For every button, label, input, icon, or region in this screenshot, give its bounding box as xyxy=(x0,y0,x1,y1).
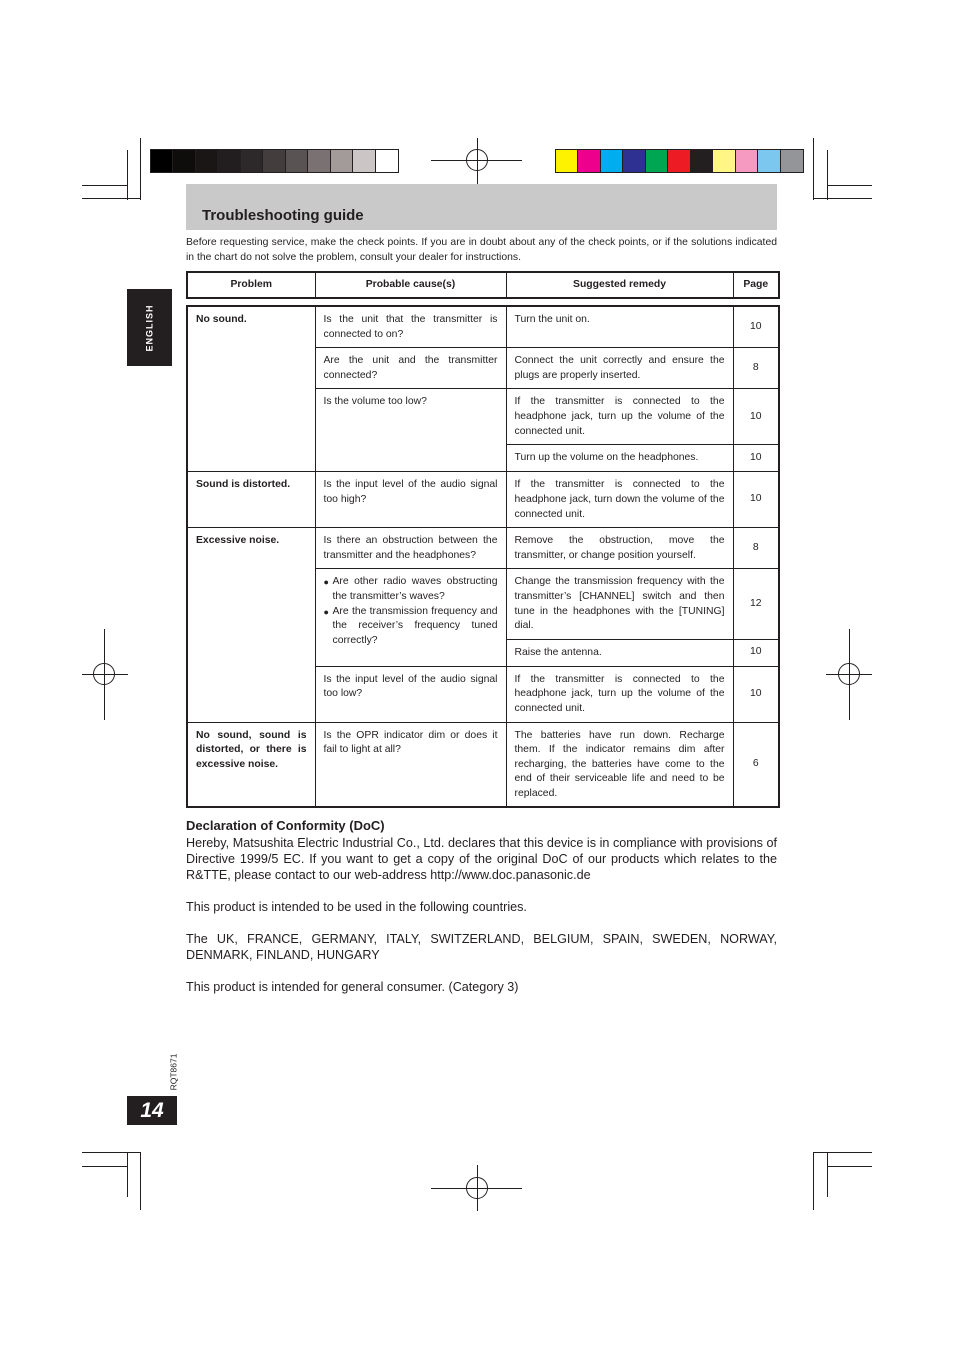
remedy-cell: Raise the antenna. xyxy=(506,639,733,666)
cause-cell: Is the unit that the transmitter is connected to on? xyxy=(315,306,506,348)
model-code-wrap xyxy=(159,1048,187,1096)
page-cell: 10 xyxy=(733,389,779,445)
table-row xyxy=(187,722,779,807)
list-item: ● Are other radio waves obstructing the transmitter’s waves? xyxy=(324,575,498,604)
color-swatch xyxy=(196,150,218,172)
list-item: ● Are the transmission frequency and the receiver’s frequency tuned correctly? xyxy=(324,605,498,649)
color-swatch xyxy=(578,150,600,172)
color-swatch xyxy=(241,150,263,172)
color-swatch xyxy=(286,150,308,172)
color-swatch xyxy=(376,150,398,172)
header-page: Page xyxy=(733,272,779,298)
page-cell: 12 xyxy=(733,569,779,639)
color-swatch xyxy=(601,150,623,172)
color-swatch xyxy=(151,150,173,172)
color-swatch xyxy=(218,150,240,172)
grayscale-color-bar xyxy=(150,149,399,173)
cause-cell: Is the input level of the audio signal too high? xyxy=(315,472,506,528)
page-cell: 10 xyxy=(733,445,779,472)
problem-cell: Sound is distorted. xyxy=(187,472,315,528)
page-cell: 10 xyxy=(733,306,779,348)
color-swatch xyxy=(173,150,195,172)
remedy-cell: Turn the unit on. xyxy=(506,306,733,348)
page-cell: 10 xyxy=(733,639,779,666)
page-cell: 8 xyxy=(733,348,779,389)
header-problem: Problem xyxy=(187,272,315,298)
table-row xyxy=(187,528,779,569)
remedy-cell: Change the transmission frequency with the transmitter’s [CHANNEL] switch and then tune in the headphones with the [TUNING] dial. xyxy=(506,569,733,639)
color-swatch xyxy=(713,150,735,172)
doc-heading: Declaration of Conformity (DoC) xyxy=(186,818,385,833)
color-swatch xyxy=(308,150,330,172)
intro-text: Before requesting service, make the check points. If you are in doubt about any of the check points, or if the solutions indicated in the chart do not solve the problem, consult your dealer for instructions. xyxy=(186,237,777,263)
remedy-cell: Turn up the volume on the headphones. xyxy=(506,445,733,472)
page-cell: 10 xyxy=(733,472,779,528)
cause-cell: Is the OPR indicator dim or does it fail to light at all? xyxy=(315,722,506,807)
color-swatch xyxy=(781,150,803,172)
page-cell: 8 xyxy=(733,528,779,569)
remedy-cell: If the transmitter is connected to the headphone jack, turn down the volume of the connected unit. xyxy=(506,472,733,528)
color-swatch xyxy=(646,150,668,172)
color-swatch xyxy=(556,150,578,172)
process-color-bar xyxy=(555,149,804,173)
color-swatch xyxy=(623,150,645,172)
cause-cell: Is the input level of the audio signal too low? xyxy=(315,666,506,722)
table-row xyxy=(187,306,779,348)
remedy-cell: If the transmitter is connected to the headphone jack, turn up the volume of the connected unit. xyxy=(506,666,733,722)
problem-cell: No sound. xyxy=(187,306,315,472)
cause-cell: Is the volume too low? xyxy=(315,389,506,472)
page-cell: 10 xyxy=(733,666,779,722)
cause-cell: Are the unit and the transmitter connected? xyxy=(315,348,506,389)
color-swatch xyxy=(668,150,690,172)
color-swatch xyxy=(691,150,713,172)
color-swatch xyxy=(736,150,758,172)
doc-countries: The UK, FRANCE, GERMANY, ITALY, SWITZERLAND, BELGIUM, SPAIN, SWEDEN, NORWAY, DENMARK, FINLAND, HUNGARY xyxy=(186,932,777,962)
doc-paragraph: This product is intended for general consumer. (Category 3) xyxy=(186,980,519,994)
header-remedy: Suggested remedy xyxy=(506,272,733,298)
remedy-cell: Remove the obstruction, move the transmitter, or change position yourself. xyxy=(506,528,733,569)
page-cell: 6 xyxy=(733,722,779,807)
cause-bullet-list xyxy=(324,575,498,648)
troubleshooting-table-header xyxy=(186,271,780,299)
cause-cell: Is there an obstruction between the transmitter and the headphones? xyxy=(315,528,506,569)
doc-paragraph: Hereby, Matsushita Electric Industrial Co., Ltd. declares that this device is in compliance with provisions of Directive 1999/5 EC. If you want to get a copy of the original DoC of our products which relates to the R&TTE, please contact to our web-address http://www.doc.panasonic.de xyxy=(186,836,777,882)
page-title: Troubleshooting guide xyxy=(202,207,364,224)
remedy-cell: The batteries have run down. Recharge them. If the indicator remains dim after recharging, the batteries have come to the end of their serviceable life and need to be replaced. xyxy=(506,722,733,807)
problem-cell: Excessive noise. xyxy=(187,528,315,722)
remedy-cell: Connect the unit correctly and ensure the plugs are properly inserted. xyxy=(506,348,733,389)
model-code: RQT8671 xyxy=(168,1053,179,1091)
header-cause: Probable cause(s) xyxy=(315,272,506,298)
color-swatch xyxy=(353,150,375,172)
language-tab-label: ENGLISH xyxy=(144,303,155,352)
page-number: 14 xyxy=(140,1098,164,1122)
color-swatch xyxy=(263,150,285,172)
color-swatch xyxy=(331,150,353,172)
color-swatch xyxy=(758,150,780,172)
remedy-cell: If the transmitter is connected to the headphone jack, turn up the volume of the connected unit. xyxy=(506,389,733,445)
table-row xyxy=(187,472,779,528)
problem-cell: No sound, sound is distorted, or there is excessive noise. xyxy=(187,722,315,807)
troubleshooting-table xyxy=(186,305,780,808)
doc-paragraph: This product is intended to be used in the following countries. xyxy=(186,900,527,914)
language-tab-label-wrap xyxy=(127,289,172,366)
cause-cell xyxy=(315,569,506,666)
